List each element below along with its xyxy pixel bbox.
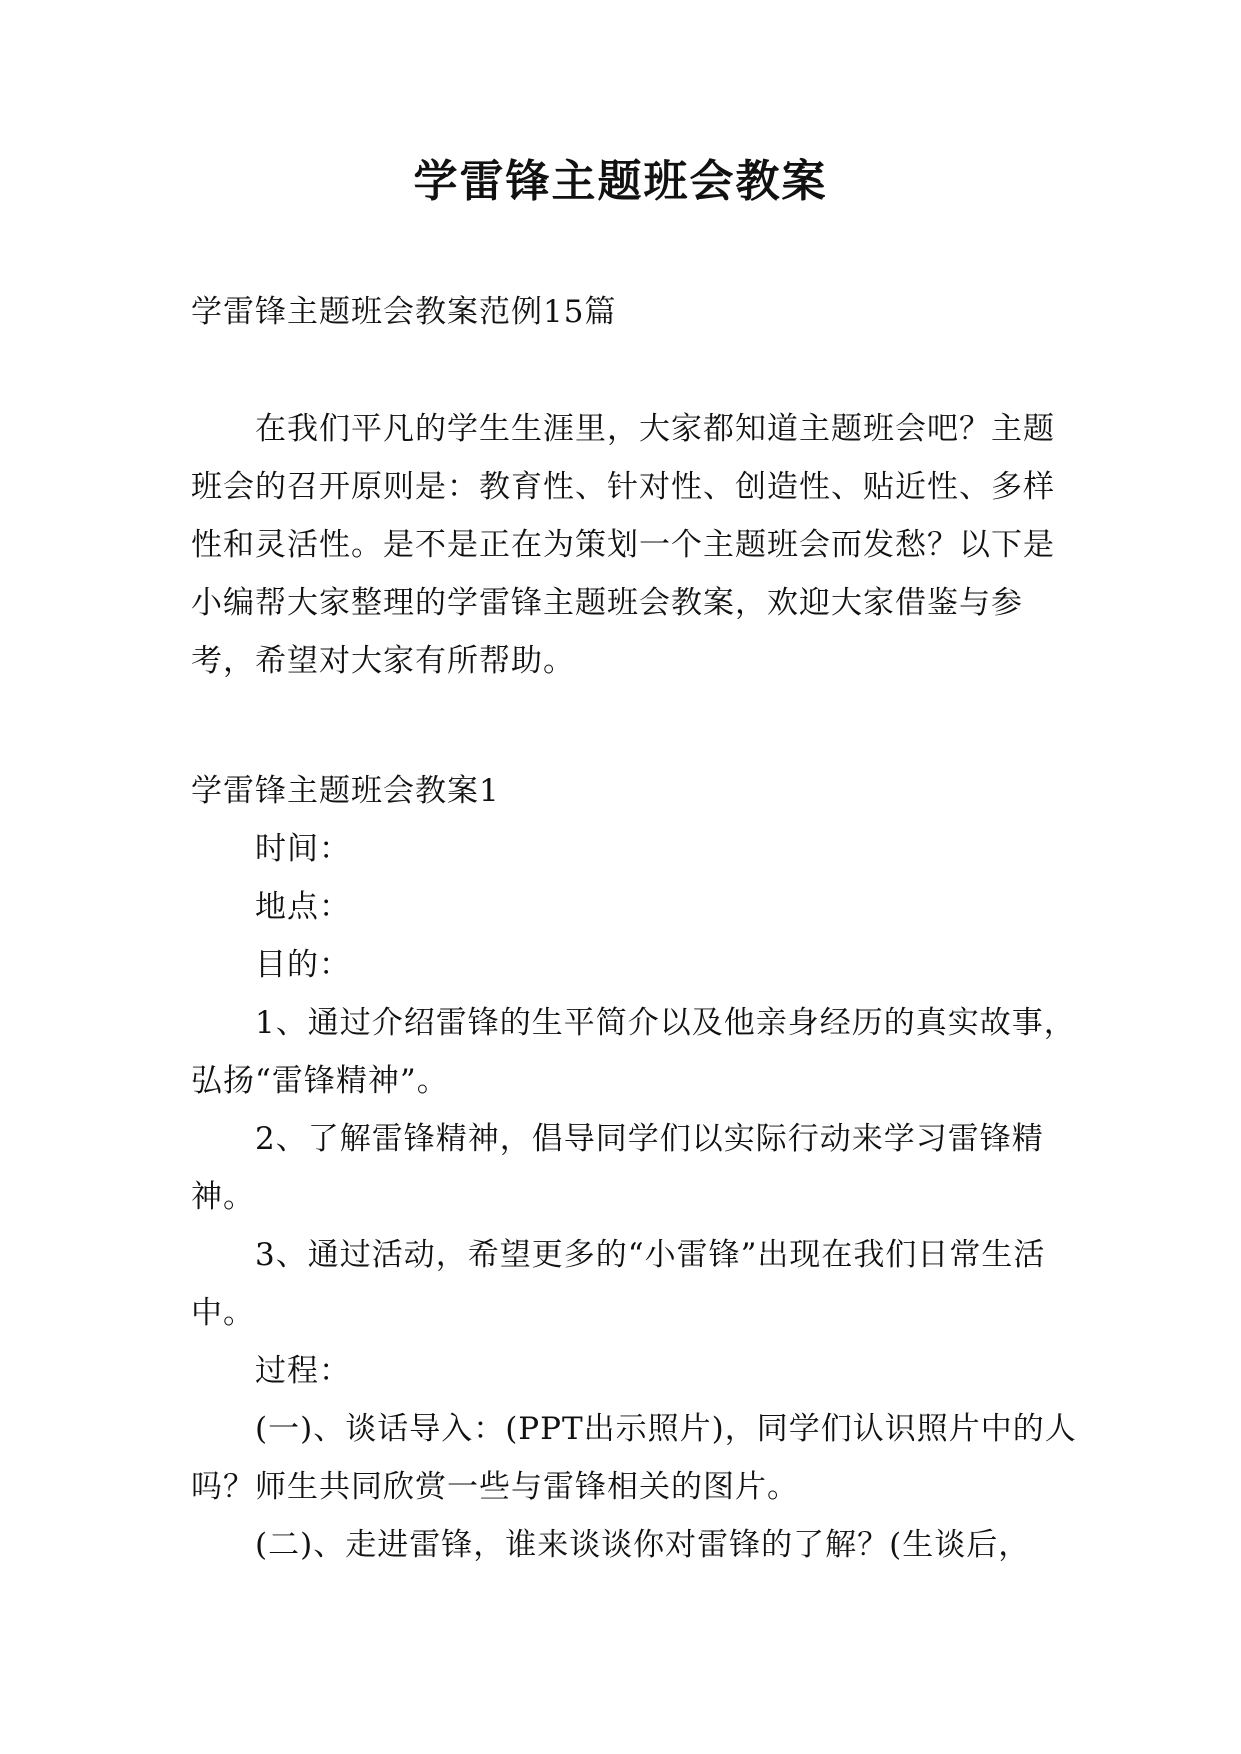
paragraph-purpose: 目的： [255, 947, 351, 983]
paragraph-time: 时间： [255, 831, 351, 867]
section-body [191, 820, 1081, 1574]
document-subtitle: 学雷锋主题班会教案范例15篇 [191, 294, 617, 330]
document-title: 学雷锋主题班会教案 [413, 156, 828, 207]
section-heading: 学雷锋主题班会教案1 [191, 773, 500, 809]
paragraph-process: 过程： [255, 1353, 351, 1389]
paragraph-step-1: (一)、谈话导入：(PPT出示照片)，同学们认识照片中的人吗？师生共同欣赏一些与雷锋相关的图片。 [191, 1411, 1077, 1505]
paragraph-location: 地点： [255, 889, 351, 925]
intro-paragraph: 在我们平凡的学生生涯里，大家都知道主题班会吧？主题班会的召开原则是：教育性、针对性、创造性、贴近性、多样性和灵活性。是不是正在为策划一个主题班会而发愁？以下是小编帮大家整理的学雷锋主题班会教案，欢迎大家借鉴与参考，希望对大家有所帮助。 [191, 411, 1055, 679]
paragraph-step-2: (二)、走进雷锋，谁来谈谈你对雷锋的了解？(生谈后， [255, 1527, 1031, 1563]
paragraph-purpose-1: 1、通过介绍雷锋的生平简介以及他亲身经历的真实故事，弘扬“雷锋精神”。 [191, 1005, 1076, 1099]
paragraph-purpose-3: 3、通过活动，希望更多的“小雷锋”出现在我们日常生活中。 [191, 1237, 1046, 1331]
paragraph-purpose-2: 2、了解雷锋精神，倡导同学们以实际行动来学习雷锋精神。 [191, 1121, 1044, 1215]
